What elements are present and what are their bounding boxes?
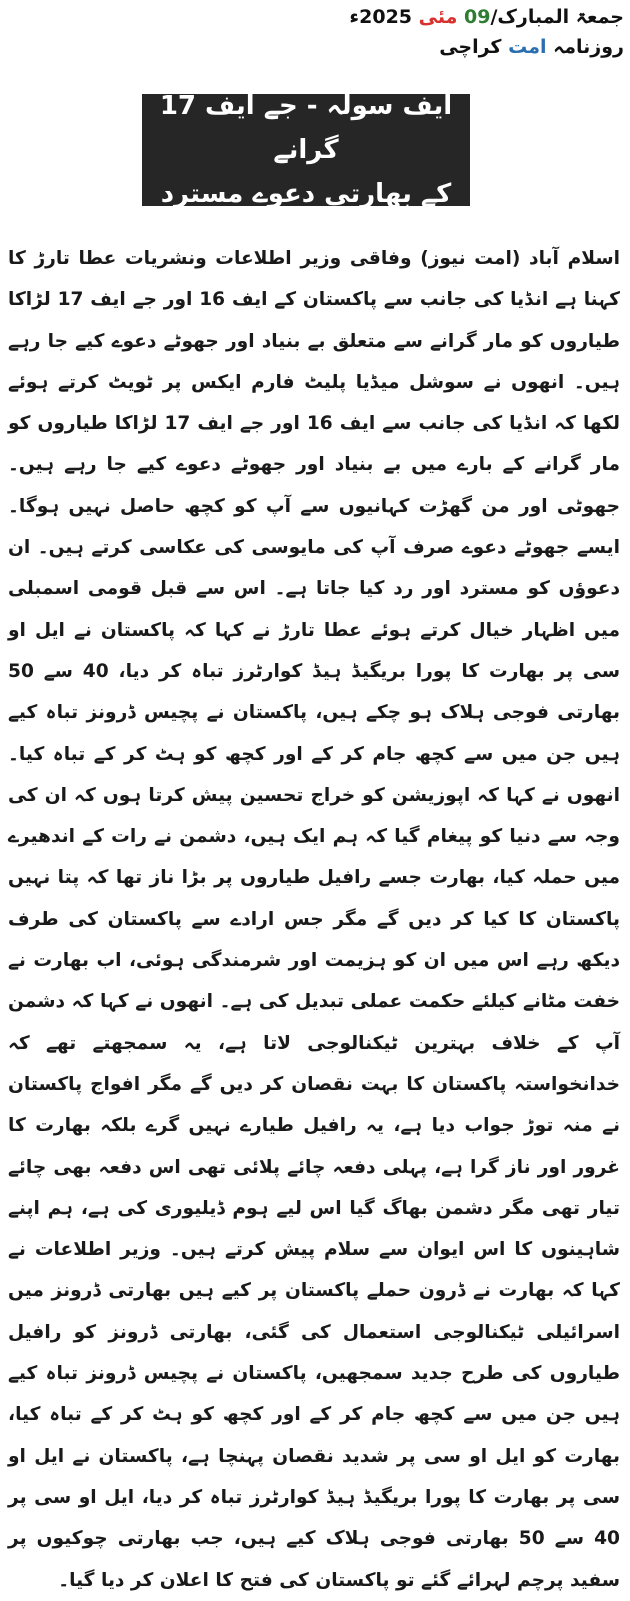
- paper-name: امت: [508, 36, 547, 58]
- paper-city: کراچی: [439, 36, 502, 58]
- date-year: 2025ء: [349, 6, 413, 28]
- date-day: 09: [464, 6, 491, 28]
- article-paragraph: اسلام آباد (امت نیوز) وفاقی وزیر اطلاعات ونشریات عطا تارڑ کا کہنا ہے انڈیا کی جانب سے پاکستان کے ایف 16 اور جے ایف 17 لڑاکا طیاروں کو مار گرانے سے متعلق بے بنیاد اور جھوٹے دعوے کیے جا رہے ہیں۔ انھوں نے سوشل میڈیا پلیٹ فارم ایکس پر ٹویٹ کرتے ہوئے لکھا کہ انڈیا کی جانب سے ایف 16 اور جے ایف 17 لڑاکا طیاروں کو مار گرانے کے بارے میں بے بنیاد اور جھوٹے دعوے کیے جا رہے ہیں۔ جھوٹی اور من گھڑت کہانیوں سے آپ کو کچھ حاصل نہیں ہوگا۔ ایسے جھوٹے دعوے صرف آپ کی مایوسی کی عکاسی کرتے ہیں۔ ان دعوؤں کو مسترد اور رد کیا جاتا ہے۔ اس سے قبل قومی اسمبلی میں اظہار خیال کرتے ہوئے عطا تارڑ نے کہا کہ پاکستان نے ایل او سی پر بھارت کا پورا بریگیڈ ہیڈ کوارٹرز تباہ کر دیا، 40 سے 50 بھارتی فوجی ہلاک ہو چکے ہیں، پاکستان نے پچیس ڈرونز تباہ کیے ہیں جن میں سے کچھ جام کر کے اور کچھ کو ہٹ کر کے تباہ کیا۔ انھوں نے کہا کہ اپوزیشن کو خراج تحسین پیش کرتا ہوں کہ ان کی وجہ سے دنیا کو پیغام گیا کہ ہم ایک ہیں، دشمن نے رات کے اندھیرے میں حملہ کیا، بھارت جسے رافیل طیاروں پر بڑا ناز تھا کہ پتا نہیں پاکستان کا کیا کر دیں گے مگر جس ارادے سے پاکستان کی طرف دیکھ رہے اس میں ان کو ہزیمت اور شرمندگی ہوئی، اب بھارت نے خفت مٹانے کیلئے حکمت عملی تبدیل کی ہے۔ انھوں نے کہا کہ دشمن آپ کے خلاف بہترین ٹیکنالوجی لاتا ہے، یہ سمجھتے تھے کہ خدانخواستہ پاکستان کا بہت نقصان کر دیں گے مگر افواج پاکستان نے منہ توڑ جواب دیا ہے، یہ رافیل طیارے نہیں گرے بلکہ بھارت کا غرور اور ناز گرا ہے، پہلی دفعہ چائے پلائی تھی اس دفعہ بھی چائے تیار تھی مگر دشمن بھاگ گیا اس لیے ہوم ڈیلیوری کی ہے، ہم اپنے شاہینوں کا اس ایوان سے سلام پیش کرتے ہیں۔ وزیر اطلاعات نے کہا کہ بھارت نے ڈرون حملے پاکستان پر کیے ہیں بھارتی ڈرونز میں اسرائیلی ٹیکنالوجی استعمال کی گئی، بھارتی ڈرونز کو رافیل طیاروں کی طرح جدید سمجھیں، پاکستان نے پچیس ڈرونز تباہ کیے ہیں جن میں سے کچھ جام کر کے اور کچھ کو ہٹ کر کے تباہ کیا، بھارت کو ایل او سی پر شدید نقصان پہنچا ہے، پاکستان نے ایل او سی پر بھارت کا پورا بریگیڈ ہیڈ کوارٹرز تباہ کر دیا، ایل او سی پر 40 سے 50 بھارتی فوجی ہلاک کیے ہیں، جب بھارتی چوکیوں پر سفید پرچم لہرائے گئے تو پاکستان کی فتح کا اعلان کر دیا گیا۔: [8, 248, 621, 1591]
- article-body: [8, 238, 620, 1601]
- headline-line-1: ایف سولہ - جے ایف 17 گرانے: [159, 91, 453, 165]
- date-prefix: جمعۃ المبارک/: [490, 6, 624, 28]
- headline-line-2: کے بھارتی دعوے مسترد: [160, 179, 452, 209]
- headline-box: [142, 91, 470, 209]
- date-month: مئی: [418, 6, 458, 28]
- masthead: [4, 2, 624, 62]
- dateline: [4, 2, 624, 32]
- paper-credit: [4, 32, 624, 62]
- paper-prefix: روزنامہ: [553, 36, 624, 58]
